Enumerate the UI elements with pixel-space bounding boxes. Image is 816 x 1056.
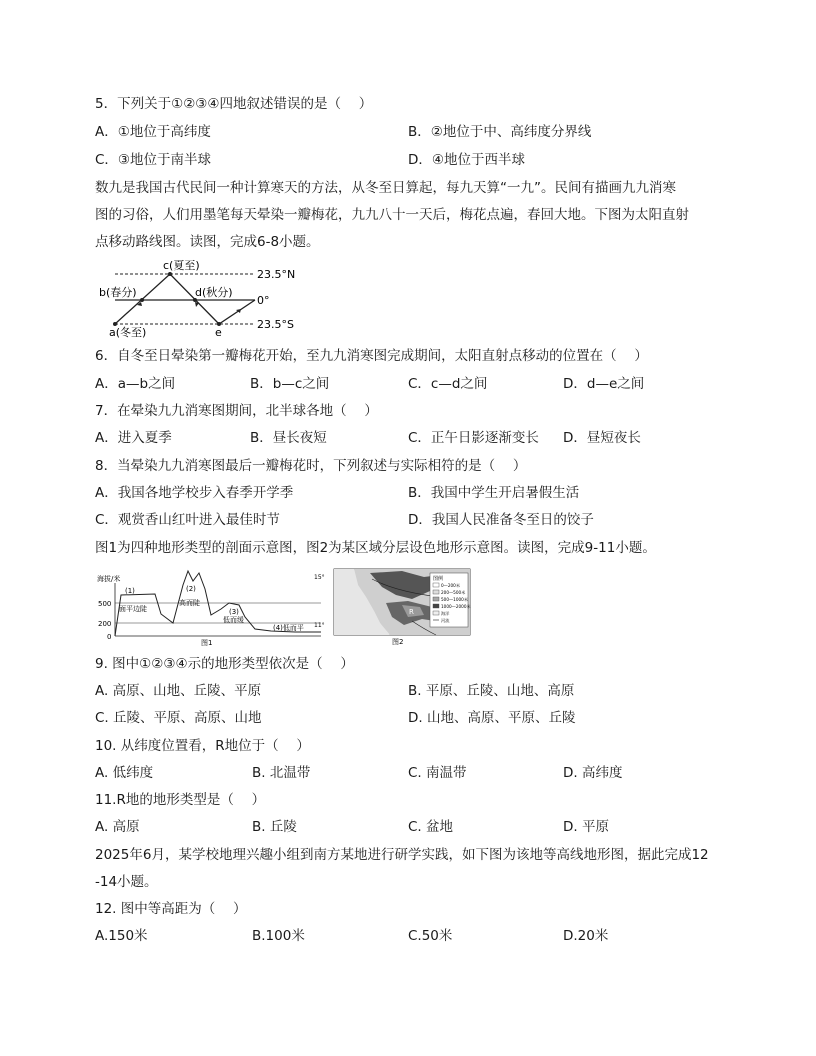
lat-label-bottom: 11° bbox=[314, 622, 325, 629]
profile-label-1: (1) bbox=[125, 587, 135, 595]
passage-1-line-3: 点移动路线图。读图，完成6-8小题。 bbox=[95, 234, 320, 250]
question-12-option-a: A.150米 bbox=[95, 928, 148, 944]
label-23-5n: 23.5°N bbox=[257, 268, 296, 281]
point-b bbox=[140, 298, 144, 302]
question-7-option-d: D．昼短夜长 bbox=[563, 430, 641, 446]
map-legend bbox=[430, 573, 472, 627]
question-9-option-d: D. 山地、高原、平原、丘陵 bbox=[408, 710, 576, 726]
question-8-option-a: A．我国各地学校步入春季开学季 bbox=[95, 485, 294, 501]
passage-3-line-1: 2025年6月，某学校地理兴趣小组到南方某地进行研学实践，如下图为该地等高线地形图，据此完成12 bbox=[95, 847, 709, 863]
question-6-option-a: A．a—b之间 bbox=[95, 376, 176, 392]
profile-label-2-desc: 高而陡 bbox=[179, 599, 200, 607]
tick-0: 0 bbox=[107, 633, 112, 641]
question-5-option-c: C．③地位于南半球 bbox=[95, 152, 212, 168]
question-12-stem: 12. 图中等高距为（ ） bbox=[95, 901, 247, 917]
question-5-option-a: A．①地位于高纬度 bbox=[95, 124, 211, 140]
legend-swatch-0 bbox=[433, 583, 439, 587]
label-e: e bbox=[215, 326, 222, 339]
profile-label-3-desc: 低而缓 bbox=[223, 616, 244, 624]
question-8-option-c: C．观赏香山红叶进入最佳时节 bbox=[95, 512, 280, 528]
legend-swatch-1 bbox=[433, 590, 439, 594]
question-8-stem: 8．当晕染九九消寒图最后一瓣梅花时，下列叙述与实际相符的是（ ） bbox=[95, 458, 527, 474]
question-6-stem: 6．自冬至日晕染第一瓣梅花开始，至九九消寒图完成期间，太阳直射点移动的位置在（ ） bbox=[95, 348, 648, 364]
region-r-label: R bbox=[409, 608, 414, 616]
legend-item-0: 0—200米 bbox=[441, 583, 461, 588]
question-7-option-b: B．昼长夜短 bbox=[250, 430, 327, 446]
question-11-option-a: A. 高原 bbox=[95, 819, 140, 835]
legend-swatch-2 bbox=[433, 597, 439, 601]
question-6-option-c: C．c—d之间 bbox=[408, 376, 488, 392]
label-b: b(春分) bbox=[99, 286, 137, 299]
tick-200: 200 bbox=[98, 620, 112, 628]
question-10-option-c: C. 南温带 bbox=[408, 765, 467, 781]
question-7-stem: 7．在晕染九九消寒图期间，北半球各地（ ） bbox=[95, 403, 378, 419]
sun-path-figure bbox=[95, 258, 325, 340]
question-7-option-a: A．进入夏季 bbox=[95, 430, 172, 446]
question-5-option-d: D．④地位于西半球 bbox=[408, 152, 525, 168]
legend-item-1: 200—500米 bbox=[441, 590, 466, 595]
question-6-option-b: B．b—c之间 bbox=[250, 376, 330, 392]
relief-map-figure bbox=[312, 565, 480, 647]
legend-swatch-4 bbox=[433, 611, 439, 615]
profile-label-3: (3) bbox=[229, 608, 239, 616]
question-11-stem: 11.R地的地形类型是（ ） bbox=[95, 792, 266, 808]
question-8-option-b: B．我国中学生开启暑假生活 bbox=[408, 485, 580, 501]
point-c bbox=[168, 272, 172, 276]
label-0: 0° bbox=[257, 294, 270, 307]
profile-label-2: (2) bbox=[186, 585, 196, 593]
passage-2-line-1: 图1为四种地形类型的剖面示意图，图2为某区域分层设色地形示意图。读图，完成9-11小题。 bbox=[95, 540, 656, 556]
question-11-option-c: C. 盆地 bbox=[408, 819, 454, 835]
tick-500: 500 bbox=[98, 600, 112, 608]
legend-swatch-3 bbox=[433, 604, 439, 608]
legend-item-4: 海洋 bbox=[441, 611, 450, 616]
passage-1-line-1: 数九是我国古代民间一种计算寒天的方法，从冬至日算起，每九天算“一九”。民间有描画九九消寒 bbox=[95, 180, 676, 196]
sun-path-line bbox=[115, 274, 255, 324]
question-12-option-d: D.20米 bbox=[563, 928, 609, 944]
label-23-5s: 23.5°S bbox=[257, 318, 294, 331]
legend-title: 图例 bbox=[433, 576, 444, 582]
question-11-option-b: B. 丘陵 bbox=[252, 819, 297, 835]
passage-1-line-2: 图的习俗，人们用墨笔每天晕染一瓣梅花，九九八十一天后，梅花点遍，春回大地。下图为太阳直射 bbox=[95, 207, 689, 223]
passage-3-line-2: -14小题。 bbox=[95, 874, 158, 890]
question-11-option-d: D. 平原 bbox=[563, 819, 609, 835]
legend-item-5: 河流 bbox=[441, 618, 450, 623]
profile-label-4: (4)低而平 bbox=[273, 624, 304, 632]
question-8-option-d: D．我国人民准备冬至日的饺子 bbox=[408, 512, 594, 528]
question-9-option-c: C. 丘陵、平原、高原、山地 bbox=[95, 710, 262, 726]
legend-item-3: 1000—2000米 bbox=[441, 604, 471, 609]
question-7-option-c: C．正午日影逐渐变长 bbox=[408, 430, 539, 446]
question-6-option-d: D．d—e之间 bbox=[563, 376, 645, 392]
question-9-option-b: B. 平原、丘陵、山地、高原 bbox=[408, 683, 575, 699]
profile-label-1-desc: 面平边陡 bbox=[119, 605, 147, 613]
question-9-option-a: A. 高原、山地、丘陵、平原 bbox=[95, 683, 262, 699]
figure-2-caption: 图2 bbox=[392, 638, 404, 646]
question-12-option-b: B.100米 bbox=[252, 928, 305, 944]
y-axis-label: 海拔/米 bbox=[97, 575, 121, 583]
question-12-option-c: C.50米 bbox=[408, 928, 453, 944]
question-10-stem: 10. 从纬度位置看，R地位于（ ） bbox=[95, 738, 310, 754]
question-10-option-d: D. 高纬度 bbox=[563, 765, 623, 781]
lat-label-top: 15° bbox=[314, 574, 325, 581]
question-5-option-b: B．②地位于中、高纬度分界线 bbox=[408, 124, 592, 140]
label-a: a(冬至) bbox=[109, 326, 147, 339]
label-d: d(秋分) bbox=[195, 286, 233, 299]
question-9-stem: 9. 图中①②③④示的地形类型依次是（ ） bbox=[95, 656, 354, 672]
question-10-option-b: B. 北温带 bbox=[252, 765, 311, 781]
legend-item-2: 500—1000米 bbox=[441, 597, 469, 602]
label-c: c(夏至) bbox=[163, 259, 200, 272]
question-10-option-a: A. 低纬度 bbox=[95, 765, 154, 781]
terrain-profile-figure bbox=[95, 569, 325, 647]
figure-1-caption: 图1 bbox=[201, 639, 213, 647]
question-5-stem: 5．下列关于①②③④四地叙述错误的是（ ） bbox=[95, 96, 373, 112]
